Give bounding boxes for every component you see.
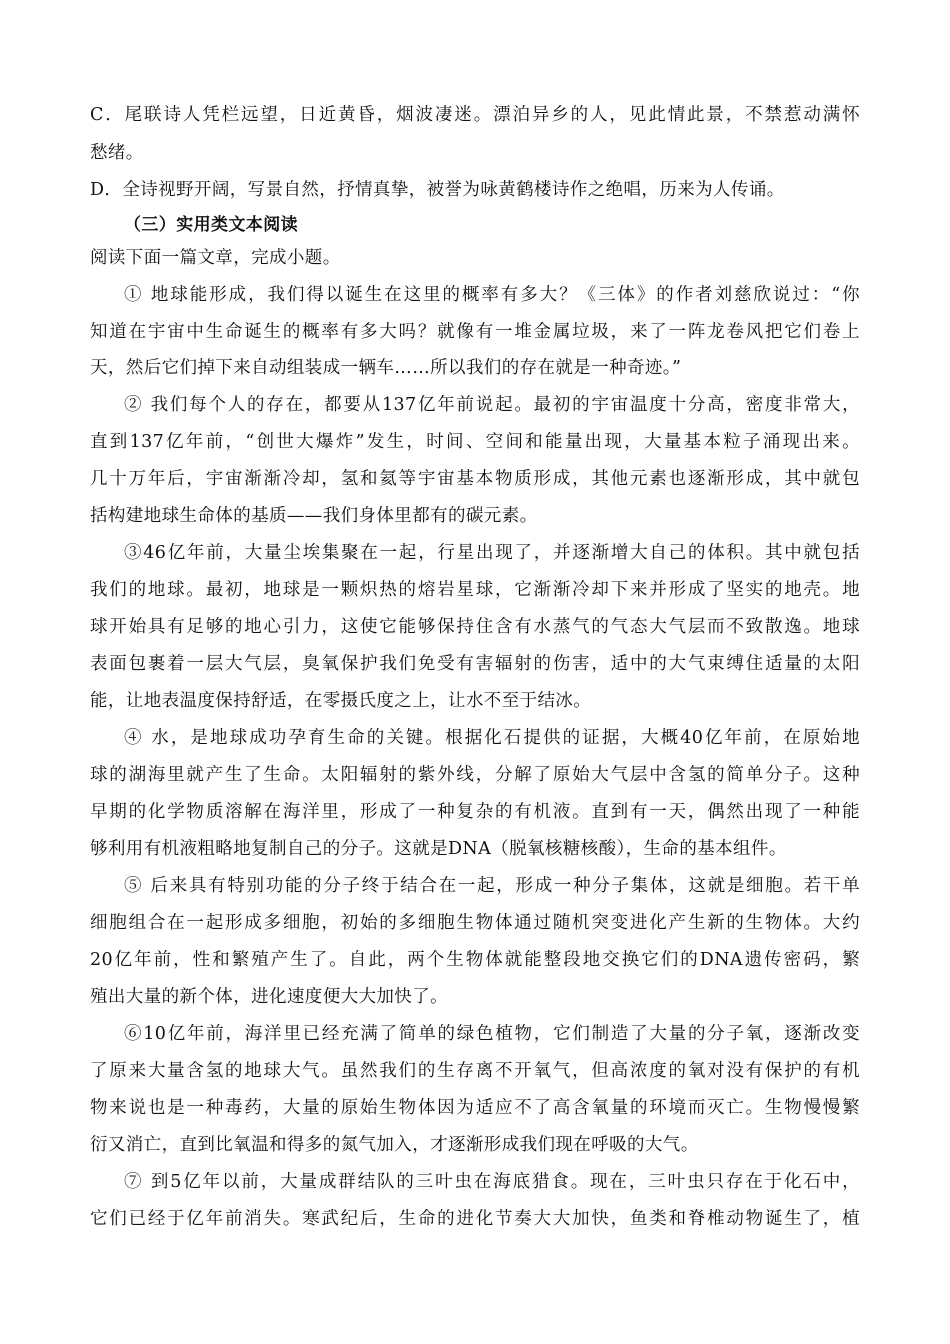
- paragraph-2-line-2: 直到137亿年前，“创世大爆炸”发生，时间、空间和能量出现，大量基本粒子涌现出来。: [90, 432, 860, 452]
- paragraph-5-line-2: 细胞组合在一起形成多细胞，初始的多细胞生物体通过随机突变进化产生新的生物体。大约: [90, 913, 860, 933]
- paragraph-1-line-2: 知道在宇宙中生命诞生的概率有多大吗？就像有一堆金属垃圾，来了一阵龙卷风把它们卷上: [90, 322, 860, 342]
- paragraph-6-line-3: 物来说也是一种毒药，大量的原始生物体因为适应不了高含氧量的环境而灭亡。生物慢慢繁: [90, 1098, 860, 1118]
- paragraph-1-line-3: 天，然后它们掉下来自动组装成一辆车……所以我们的存在就是一种奇迹。”: [90, 358, 682, 378]
- paragraph-4-line-1: ④ 水，是地球成功孕育生命的关键。根据化石提供的证据，大概40亿年前，在原始地: [124, 728, 860, 748]
- section-instruction: 阅读下面一篇文章，完成小题。: [90, 248, 341, 268]
- paragraph-5-line-3: 20亿年前，性和繁殖产生了。自此，两个生物体就能整段地交换它们的DNA遗传密码，繁: [90, 950, 860, 970]
- option-d-line-1: D．全诗视野开阔，写景自然，抒情真挚，被誉为咏黄鹤楼诗作之绝唱，历来为人传诵。: [90, 180, 785, 200]
- paragraph-1-line-1: ① 地球能形成，我们得以诞生在这里的概率有多大？《三体》的作者刘慈欣说过：“你: [124, 285, 860, 305]
- paragraph-3-line-4: 表面包裹着一层大气层，臭氧保护我们免受有害辐射的伤害，适中的大气束缚住适量的太阳: [90, 654, 860, 674]
- paragraph-2-line-4: 括构建地球生命体的基质——我们身体里都有的碳元素。: [90, 506, 538, 526]
- paragraph-2-line-3: 几十万年后，宇宙渐渐冷却，氢和氦等宇宙基本物质形成，其他元素也逐渐形成，其中就包: [90, 469, 860, 489]
- paragraph-3-line-3: 球开始具有足够的地心引力，这使它能够保持住含有水蒸气的气态大气层而不致散逸。地球: [90, 617, 860, 637]
- paragraph-6-line-1: ⑥10亿年前，海洋里已经充满了简单的绿色植物，它们制造了大量的分子氧，逐渐改变: [124, 1024, 860, 1044]
- section-heading: （三）实用类文本阅读: [124, 215, 298, 235]
- option-c-line-2: 愁绪。: [90, 143, 144, 163]
- paragraph-3-line-5: 能，让地表温度保持舒适，在零摄氏度之上，让水不至于结冰。: [90, 691, 592, 711]
- paragraph-3-line-2: 我们的地球。最初，地球是一颗炽热的熔岩星球，它渐渐冷却下来并形成了坚实的地壳。地: [90, 580, 860, 600]
- paragraph-4-line-3: 早期的化学物质溶解在海洋里，形成了一种复杂的有机液。直到有一天，偶然出现了一种能: [90, 802, 860, 822]
- paragraph-4-line-4: 够利用有机液粗略地复制自己的分子。这就是DNA（脱氧核糖核酸），生命的基本组件。: [90, 839, 787, 859]
- paragraph-4-line-2: 球的湖海里就产生了生命。太阳辐射的紫外线，分解了原始大气层中含氢的简单分子。这种: [90, 765, 860, 785]
- paragraph-5-line-1: ⑤ 后来具有特别功能的分子终于结合在一起，形成一种分子集体，这就是细胞。若干单: [124, 876, 860, 896]
- option-c-line-1: C．尾联诗人凭栏远望，日近黄昏，烟波凄迷。漂泊异乡的人，见此情此景，不禁惹动满怀: [90, 105, 860, 125]
- paragraph-7-line-1: ⑦ 到5亿年以前，大量成群结队的三叶虫在海底猎食。现在，三叶虫只存在于化石中，: [124, 1172, 860, 1192]
- paragraph-7-line-2: 它们已经于亿年前消失。寒武纪后，生命的进化节奏大大加快，鱼类和脊椎动物诞生了，植: [90, 1209, 860, 1229]
- paragraph-6-line-4: 衍又消亡，直到比氧温和得多的氮气加入，才逐渐形成我们现在呼吸的大气。: [90, 1135, 699, 1155]
- paragraph-5-line-4: 殖出大量的新个体，进化速度便大大加快了。: [90, 987, 448, 1007]
- paragraph-3-line-1: ③46亿年前，大量尘埃集聚在一起，行星出现了，并逐渐增大自己的体积。其中就包括: [124, 543, 860, 563]
- paragraph-6-line-2: 了原来大量含氢的地球大气。虽然我们的生存离不开氧气，但高浓度的氧对没有保护的有机: [90, 1061, 860, 1081]
- paragraph-2-line-1: ② 我们每个人的存在，都要从137亿年前说起。最初的宇宙温度十分高，密度非常大，: [124, 395, 860, 415]
